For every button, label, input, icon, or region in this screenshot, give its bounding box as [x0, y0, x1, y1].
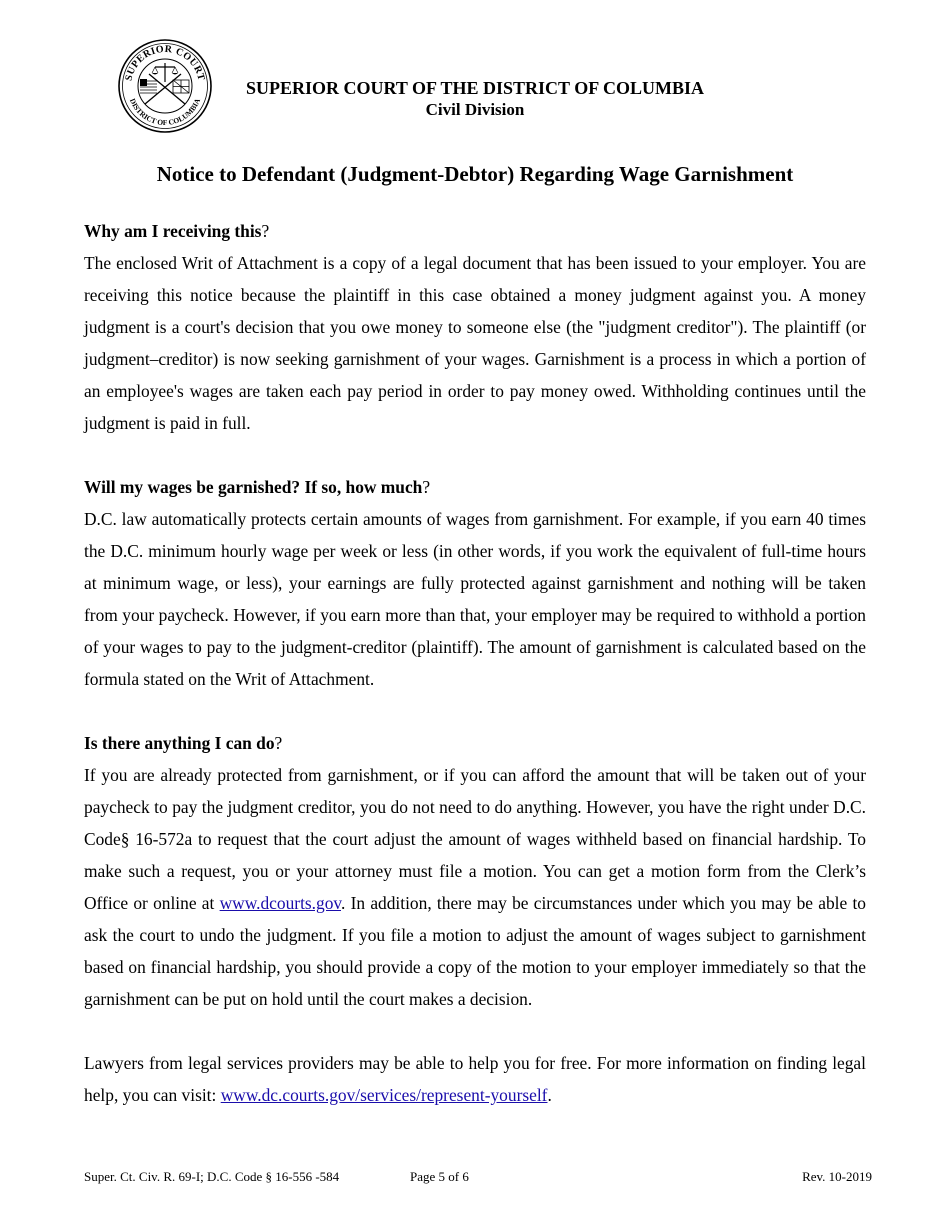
section-question [84, 727, 866, 759]
court-header [190, 78, 760, 120]
question-text: Why am I receiving this [84, 221, 262, 241]
document-title: Notice to Defendant (Judgment-Debtor) Regarding Wage Garnishment [156, 162, 794, 186]
section-question [84, 215, 866, 247]
section-question [84, 471, 866, 503]
page-number: Page 5 of 6 [410, 1169, 469, 1184]
closing-paragraph [84, 1047, 866, 1111]
closing-text: Lawyers from legal services providers may be able to help you for free. For more information on finding legal help, you can visit: [84, 1053, 866, 1105]
section-paragraph [84, 759, 866, 1015]
question-text: Will my wages be garnished? If so, how much [84, 477, 423, 497]
division-name: Civil Division [425, 100, 525, 119]
document-body [84, 215, 866, 1111]
paragraph-text: . In addition, there may be circumstances under which you may be able to ask the court to undo the judgment. If you file a motion to adjust the amount of wages subject to garnishment based on financial hardship, you should provide a copy of the motion to your employer immediately so that the garnishment can be put on hold until the court makes a decision. [84, 893, 866, 1009]
dccourts-website-link[interactable]: www.dcourts.gov [219, 893, 341, 913]
represent-yourself-link[interactable]: www.dc.courts.gov/services/represent-yourself [220, 1085, 548, 1105]
seal-text-top: SUPERIOR COURT [123, 43, 207, 82]
question-mark: ? [261, 221, 270, 241]
section-paragraph: D.C. law automatically protects certain amounts of wages from garnishment. For example, if you earn 40 times the D.C. minimum hourly wage per week or less (in other words, if you work the equivalent of full-time hours at minimum wage, or less), your earnings are fully protected against garnishment and nothing will be taken from your paycheck. However, if you earn more than that, your employer may be required to withhold a portion of your wages to pay to the judgment-creditor (plaintiff). The amount of garnishment is calculated based on the formula stated on the Writ of Attachment. [84, 509, 866, 689]
footer-citation: Super. Ct. Civ. R. 69-I; D.C. Code § 16-556 -584 [84, 1169, 340, 1184]
seal-text-bottom: DISTRICT OF COLUMBIA [127, 97, 203, 128]
revision-date: Rev. 10-2019 [802, 1169, 872, 1184]
question-mark: ? [274, 733, 283, 753]
closing-period: . [547, 1085, 552, 1105]
court-name: SUPERIOR COURT OF THE DISTRICT OF COLUMBIA [245, 78, 705, 98]
question-mark: ? [422, 477, 431, 497]
paragraph-text: If you are already protected from garnishment, or if you can afford the amount that will be taken out of your paycheck to pay the judgment creditor, you do not need to do anything. However, you have the right under D.C. Code§ 16-572a to request that the court adjust the amount of wages withheld based on financial hardship. To make such a request, you or your attorney must file a motion. You can get a motion form from the Clerk’s Office or online at [84, 765, 866, 913]
question-text: Is there anything I can do [84, 733, 275, 753]
section-paragraph: The enclosed Writ of Attachment is a copy of a legal document that has been issued to your employer. You are receiving this notice because the plaintiff in this case obtained a money judgment against you. A money judgment is a court's decision that you owe money to someone else (the "judgment creditor"). The plaintiff (or judgment–creditor) is now seeking garnishment of your wages. Garnishment is a process in which a portion of an employee's wages are taken each pay period in order to pay money owed. Withholding continues until the judgment is paid in full. [84, 253, 866, 433]
page-footer [0, 1169, 950, 1189]
